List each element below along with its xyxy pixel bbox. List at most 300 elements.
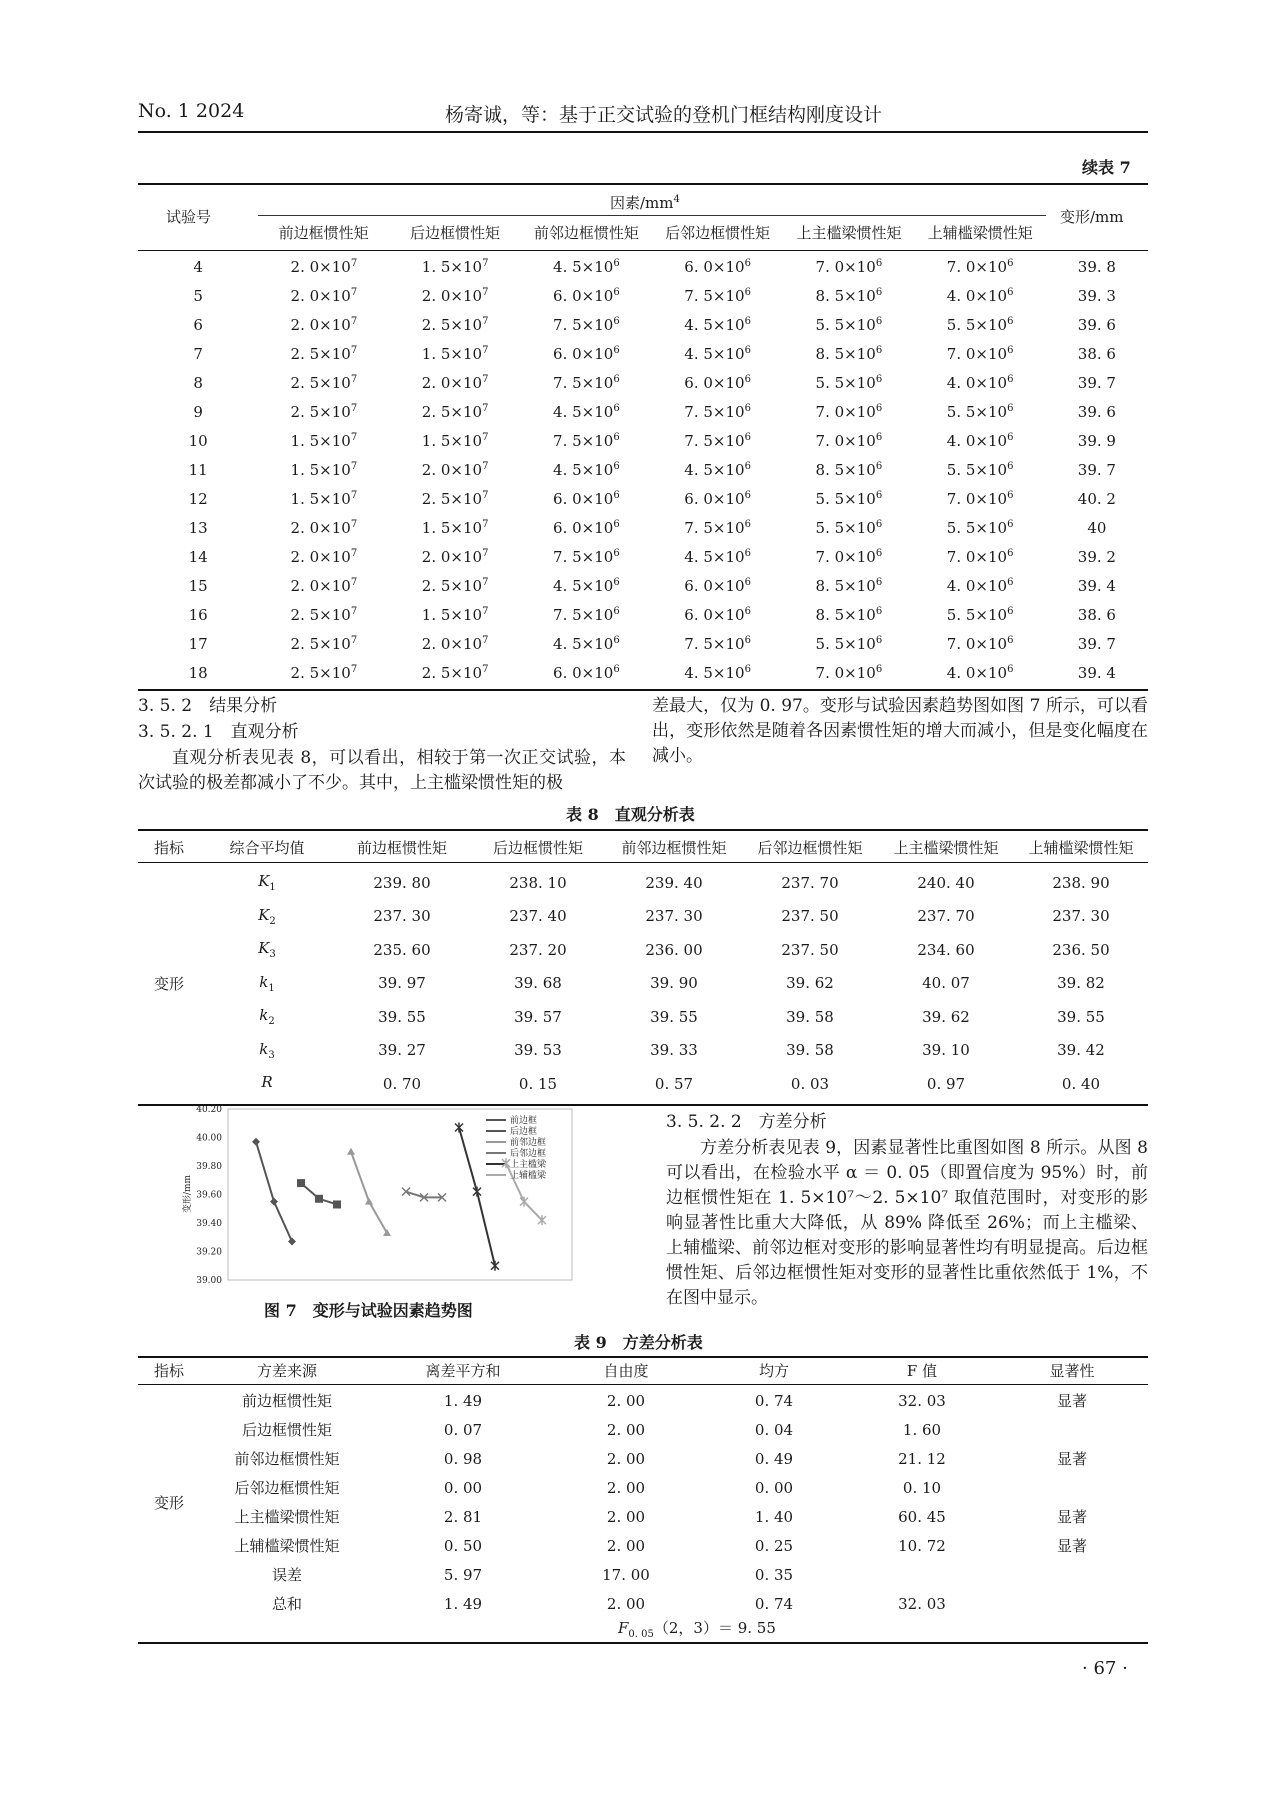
factor-cell [389,542,520,571]
factor-cell [914,252,1045,281]
times-ten: ×10 [975,634,1008,653]
times-ten: ×10 [581,402,614,421]
mantissa: 6. 0 [684,373,713,392]
exponent: 6 [875,605,883,617]
value-cell: 2. 81 [443,1507,483,1526]
factor-cell [652,455,783,484]
factor-cell [914,542,1045,571]
mantissa: 7. 0 [815,663,845,682]
table-row [138,1589,1148,1618]
legend-label: 后边框 [510,1127,538,1137]
symbol-subscript: 2 [269,915,276,927]
value-cell: 237. 40 [509,907,567,926]
trial-number: 9 [193,402,203,421]
exponent: 6 [613,344,620,356]
value-cell: 39. 62 [922,1007,970,1026]
table9-body [138,1386,1148,1618]
factor-cell [914,426,1045,455]
times-ten: ×10 [975,518,1008,537]
value-cell: 0. 98 [443,1449,483,1468]
legend-label: 前邻边框 [510,1138,547,1148]
factor-cell [652,484,783,513]
column-header: F 值 [906,1361,938,1380]
column-header: 前边框惯性矩 [356,838,447,857]
y-tick-label: 39.00 [196,1276,222,1286]
factor-cell [258,600,389,629]
times-ten: ×10 [450,286,483,305]
trial-number: 5 [193,286,203,305]
mantissa: 4. 5 [553,634,582,653]
section-heading-3521: 3. 5. 2. 1 直观分析 [138,722,299,742]
table-row [138,866,1148,900]
times-ten: ×10 [844,547,876,566]
times-ten: ×10 [844,634,876,653]
factor-cell [389,513,520,542]
value-cell: 显著 [1056,1537,1087,1555]
factor-cell [521,571,652,600]
exponent: 7 [350,344,358,356]
times-ten: ×10 [319,373,351,392]
exponent: 6 [1007,518,1014,530]
value-cell: 237. 30 [373,907,431,926]
f-symbol: F [618,1619,629,1637]
factor-cell [389,281,520,310]
factor-cell [914,600,1045,629]
exponent: 7 [482,286,489,298]
exponent: 6 [744,431,751,443]
times-ten: ×10 [450,373,483,392]
times-ten: ×10 [319,431,351,450]
f-value: （2，3）＝ 9. 55 [653,1619,776,1637]
mantissa: 1. 5 [290,489,320,508]
mantissa: 7. 5 [684,634,713,653]
factor-cell [389,339,520,368]
value-cell: 总和 [271,1595,302,1613]
table7-trial-header: 试验号 [166,208,212,226]
factor-cell [258,484,389,513]
table-row [138,1386,1148,1415]
value-cell: 上主槛梁惯性矩 [234,1508,340,1526]
exponent: 6 [1007,286,1014,298]
factor-cell [652,513,783,542]
mantissa: 2. 5 [421,315,451,334]
column-header: 后邻边框惯性矩 [757,838,863,857]
symbol: K [258,905,270,924]
mantissa: 2. 5 [290,663,320,682]
intuitive-analysis-paragraph: 直观分析表见表 8，可以看出，相较于第一次正交试验，本次试验的极差都减小了不少。其中，上主槛梁惯性矩的极 [138,748,626,793]
value-cell: 2. 00 [606,1420,646,1439]
value-cell: 235. 60 [373,940,431,959]
trial-number: 18 [188,663,208,682]
times-ten: ×10 [581,576,614,595]
value-cell: 236. 00 [645,940,703,959]
mantissa: 4. 5 [684,315,713,334]
section-heading-3522: 3. 5. 2. 2 方差分析 [666,1112,827,1132]
value-cell: 1. 40 [754,1507,794,1526]
exponent: 6 [875,663,883,675]
value-cell: 39. 27 [378,1041,426,1060]
times-ten: ×10 [581,373,614,392]
mantissa: 4. 5 [553,576,582,595]
exponent: 7 [350,605,358,617]
y-tick-label: 39.40 [196,1219,222,1229]
table9-bottom-rule [138,1642,1148,1644]
mantissa: 7. 0 [946,489,976,508]
exponent: 6 [613,286,620,298]
mantissa: 4. 5 [684,344,713,363]
value-cell: 2. 00 [606,1391,646,1410]
deformation-value: 39. 7 [1077,373,1116,392]
times-ten: ×10 [319,344,351,363]
value-cell: 237. 50 [781,940,839,959]
times-ten: ×10 [450,634,483,653]
mantissa: 4. 5 [684,460,713,479]
exponent: 7 [482,547,489,559]
column-header: 上主槛梁惯性矩 [893,838,999,857]
trial-number: 8 [193,373,203,392]
factor-cell [521,658,652,687]
table-row [138,1531,1148,1560]
times-ten: ×10 [844,402,876,421]
times-ten: ×10 [712,605,745,624]
times-ten: ×10 [844,257,876,276]
times-ten: ×10 [844,576,876,595]
symbol-subscript: 2 [268,1016,275,1028]
data-point [333,1200,341,1208]
times-ten: ×10 [712,402,745,421]
mantissa: 2. 0 [421,460,451,479]
table-row [138,310,1148,339]
value-cell: 39. 33 [650,1041,698,1060]
table-row [138,1502,1148,1531]
mantissa: 6. 0 [553,286,582,305]
value-cell: 1. 49 [443,1391,483,1410]
mantissa: 6. 0 [684,576,713,595]
value-cell: 39. 58 [786,1007,834,1026]
y-tick-label: 39.80 [196,1162,222,1172]
exponent: 7 [482,402,489,414]
exponent: 6 [744,344,751,356]
trial-number: 15 [188,576,208,595]
mantissa: 5. 5 [946,605,976,624]
value-cell: 2. 00 [606,1507,646,1526]
factor-cell [389,629,520,658]
index-label: 变形 [153,974,184,993]
mantissa: 7. 0 [815,431,845,450]
value-cell: 0. 25 [754,1536,794,1555]
mantissa: 5. 5 [815,634,845,653]
table-row [138,339,1148,368]
value-cell: 0. 03 [790,1074,830,1093]
exponent: 6 [875,402,883,414]
factor-cell [783,281,914,310]
factor-cell [652,542,783,571]
times-ten: ×10 [712,344,745,363]
mantissa: 6. 0 [553,344,582,363]
value-cell: 39. 90 [650,974,698,993]
value-cell [848,1560,996,1589]
exponent: 6 [1007,634,1014,646]
exponent: 7 [350,373,358,385]
table8-body [138,866,1148,1101]
factor-cell [258,426,389,455]
deformation-value: 39. 2 [1077,547,1116,566]
times-ten: ×10 [450,518,483,537]
times-ten: ×10 [844,431,876,450]
mantissa: 7. 0 [815,257,845,276]
table-row [138,900,1148,934]
times-ten: ×10 [975,431,1008,450]
times-ten: ×10 [844,286,876,305]
table9-f-critical-note [618,1617,776,1640]
table7-factor-header [610,192,680,213]
subheader: 后边框惯性矩 [409,224,500,242]
factor-cell [783,571,914,600]
times-ten: ×10 [319,576,351,595]
mantissa: 7. 0 [946,257,976,276]
times-ten: ×10 [712,460,745,479]
table-row [138,1000,1148,1034]
times-ten: ×10 [844,605,876,624]
times-ten: ×10 [450,605,483,624]
value-cell: 2. 00 [606,1449,646,1468]
mantissa: 5. 5 [946,402,976,421]
value-cell: 0. 74 [754,1594,794,1613]
table8-top-rule [138,829,1148,831]
times-ten: ×10 [319,663,351,682]
value-cell: 21. 12 [898,1449,946,1468]
column-header: 离差平方和 [425,1361,501,1380]
times-ten: ×10 [319,257,351,276]
mantissa: 2. 0 [421,547,451,566]
trial-number: 17 [188,634,208,653]
times-ten: ×10 [844,460,876,479]
value-cell: 240. 40 [917,873,975,892]
exponent: 7 [482,315,489,327]
value-cell: 0. 74 [754,1391,794,1410]
table-row [138,397,1148,426]
times-ten: ×10 [581,431,614,450]
header-rule [138,131,1148,133]
value-cell: 39. 53 [514,1041,562,1060]
value-cell: 显著 [1056,1450,1087,1468]
factor-cell [521,600,652,629]
value-cell: 60. 45 [898,1507,946,1526]
times-ten: ×10 [712,576,745,595]
factor-cell [652,426,783,455]
value-cell: 236. 50 [1052,940,1110,959]
value-cell: 17. 00 [602,1565,650,1584]
mantissa: 5. 5 [815,315,845,334]
mantissa: 6. 0 [553,518,582,537]
value-cell: 5. 97 [443,1565,483,1584]
factor-cell [652,629,783,658]
mantissa: 8. 5 [815,576,845,595]
factor-cell [652,281,783,310]
mantissa: 6. 0 [553,663,582,682]
mantissa: 2. 0 [421,286,451,305]
subheader: 上主槛梁惯性矩 [796,224,902,242]
exponent: 6 [613,402,620,414]
table-row [138,571,1148,600]
table-row [138,600,1148,629]
exponent: 6 [1007,663,1014,675]
times-ten: ×10 [581,286,614,305]
table-row [138,484,1148,513]
times-ten: ×10 [975,402,1008,421]
times-ten: ×10 [712,663,745,682]
factor-cell [521,513,652,542]
symbol-subscript: 1 [268,982,275,994]
statistic-symbol [200,1067,334,1101]
exponent: 7 [482,576,489,588]
factor-cell [652,368,783,397]
mantissa: 2. 5 [290,344,320,363]
table-row [138,629,1148,658]
deformation-value: 39. 7 [1077,460,1116,479]
mantissa: 1. 5 [290,460,320,479]
mantissa: 1. 5 [421,344,451,363]
value-cell: 239. 80 [373,873,431,892]
mantissa: 4. 0 [946,663,976,682]
value-cell: 237. 70 [781,873,839,892]
column-header: 显著性 [1049,1361,1095,1380]
mantissa: 1. 5 [421,257,451,276]
mantissa: 2. 5 [421,576,451,595]
times-ten: ×10 [450,460,483,479]
value-cell: 237. 30 [1052,907,1110,926]
mantissa: 2. 0 [290,518,320,537]
factor-cell [783,252,914,281]
statistic-symbol [200,1000,334,1034]
value-cell: 2. 00 [606,1478,646,1497]
exponent: 6 [744,605,751,617]
symbol: R [261,1073,273,1092]
mantissa: 4. 5 [553,460,582,479]
factor-cell [258,629,389,658]
factor-cell [914,513,1045,542]
value-cell: 0. 40 [1061,1074,1101,1093]
mantissa: 1. 5 [290,431,320,450]
times-ten: ×10 [450,315,483,334]
statistic-symbol [200,900,334,934]
factor-cell [914,484,1045,513]
mantissa: 8. 5 [815,286,845,305]
value-cell [996,1589,1148,1618]
trial-number: 13 [188,518,208,537]
mantissa: 4. 5 [684,663,713,682]
value-cell: 39. 42 [1057,1041,1105,1060]
value-cell [996,1560,1148,1589]
mantissa: 4. 5 [684,547,713,566]
table7-subheaders [258,222,1046,243]
deformation-value: 39. 6 [1077,315,1116,334]
factor-cell [652,310,783,339]
exponent: 6 [613,489,620,501]
exponent: 6 [1007,605,1014,617]
value-cell: 39. 97 [378,974,426,993]
factor-cell [783,600,914,629]
factor-cell [914,339,1045,368]
exponent: 7 [350,576,358,588]
exponent: 6 [1007,431,1014,443]
times-ten: ×10 [581,344,614,363]
mantissa: 5. 5 [946,518,976,537]
variance-analysis-paragraph: 方差分析表见表 9，因素显著性比重图如图 8 所示。从图 8 可以看出，在检验水平 α ＝ 0. 05（即置信度为 95%）时，前边框惯性矩在 1. 5×10⁷～2. 5×10⁷ 取值范围时，对变形的影响显著性比重大大降低，从 89% 降低至 26%；而上主槛梁、上辅槛梁、前邻边框对变形的影响显著性均有明显提高。后边框惯性矩、后邻边框惯性矩对变形的显著性比重依然低于 1%，不在图中显示。 [666,1138,1148,1308]
mantissa: 2. 5 [290,373,320,392]
mantissa: 2. 5 [290,605,320,624]
factor-cell [914,281,1045,310]
factor-cell [783,455,914,484]
figure7-caption: 图 7 变形与试验因素趋势图 [264,1301,473,1320]
deformation-value: 39. 9 [1077,431,1116,450]
y-tick-label: 39.20 [196,1247,222,1258]
factor-cell [914,629,1045,658]
y-tick-label: 39.60 [196,1190,222,1201]
factor-cell [258,455,389,484]
table8-header [138,834,1148,860]
exponent: 7 [482,634,489,646]
exponent: 7 [350,547,358,559]
times-ten: ×10 [712,547,745,566]
exponent: 6 [1007,576,1014,588]
exponent: 6 [875,344,883,356]
column-header: 指标 [153,1361,184,1380]
factor-cell [783,310,914,339]
times-ten: ×10 [450,576,483,595]
times-ten: ×10 [581,634,614,653]
y-tick-label: 40.00 [196,1133,222,1144]
trial-number: 4 [193,257,203,276]
mantissa: 7. 5 [553,547,582,566]
exponent: 7 [482,344,489,356]
table9-caption: 表 9 方差分析表 [574,1333,703,1352]
trial-number: 16 [188,605,208,624]
mantissa: 4. 0 [946,576,976,595]
mantissa: 2. 0 [290,547,320,566]
mantissa: 7. 5 [553,431,582,450]
exponent: 6 [875,489,883,501]
deformation-value: 40 [1087,518,1107,537]
legend-label: 后邻边框 [510,1149,547,1159]
exponent: 6 [744,315,751,327]
mantissa: 8. 5 [815,605,845,624]
times-ten: ×10 [581,315,614,334]
value-cell: 显著 [1056,1392,1087,1410]
exponent: 6 [875,315,883,327]
factor-cell [389,600,520,629]
value-cell: 39. 58 [786,1041,834,1060]
column-header: 综合平均值 [229,838,305,857]
value-cell [996,1473,1148,1502]
value-cell: 前邻边框惯性矩 [234,1450,340,1468]
mantissa: 8. 5 [815,460,845,479]
factor-cell [389,571,520,600]
value-cell: 40. 07 [922,974,970,993]
trial-number: 12 [188,489,208,508]
exponent: 6 [613,257,620,269]
table-row [138,967,1148,1001]
mantissa: 6. 0 [553,489,582,508]
times-ten: ×10 [712,634,745,653]
times-ten: ×10 [975,315,1008,334]
factor-cell [652,339,783,368]
factor-cell [258,252,389,281]
table-row [138,933,1148,967]
factor-cell [652,397,783,426]
times-ten: ×10 [844,315,876,334]
factor-cell [521,542,652,571]
